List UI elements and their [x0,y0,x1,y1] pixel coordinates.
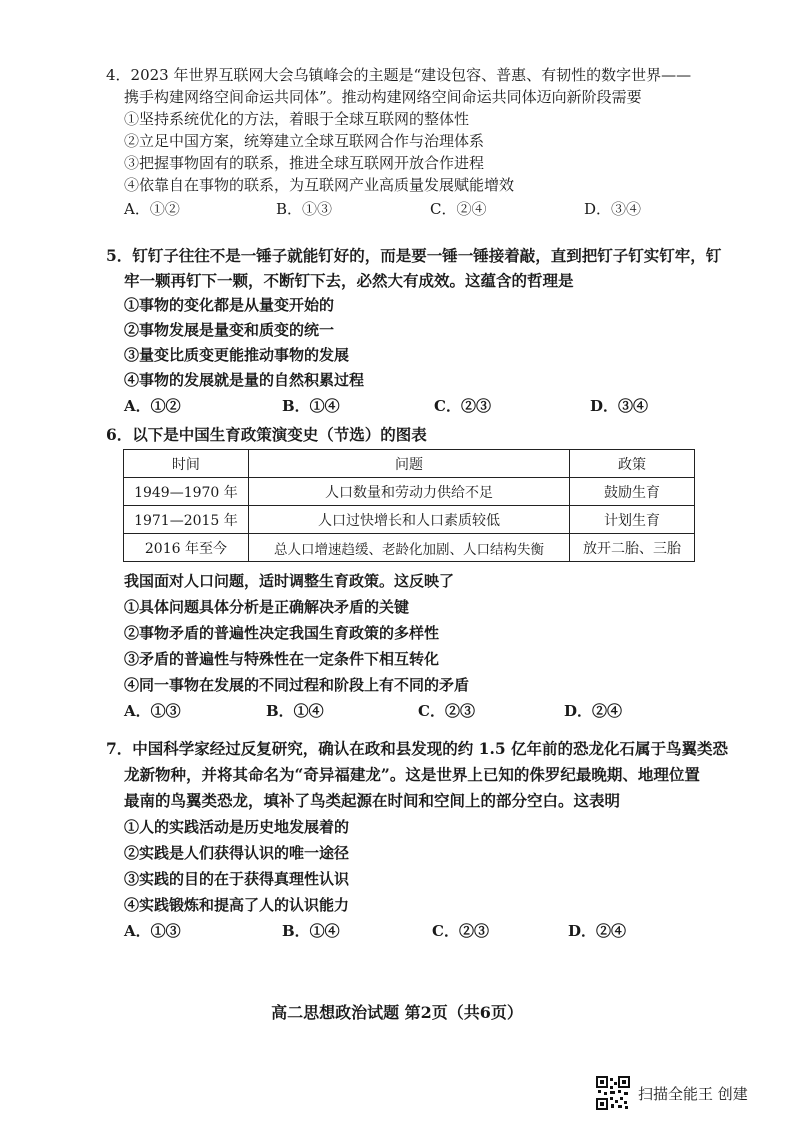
option-c: C．②③ [432,922,489,940]
option-c: C．②③ [434,397,491,415]
option-a: A．①② [124,200,180,218]
q7-choice: ③实践的目的在于获得真理性认识 [124,870,350,888]
q5-line: 牢一颗再钉下一颗，不断钉下去，必然大有成效。这蕴含的哲理是 [124,271,574,290]
table-cell: 1971—2015 年 [124,506,249,534]
table-row [124,534,695,562]
table-row [124,506,695,534]
q6-title: 6．以下是中国生育政策演变史（节选）的图表 [106,425,427,444]
question-6-body [106,568,706,722]
table-cell: 鼓励生育 [570,478,695,506]
table-row [124,478,695,506]
q7-line: 最南的鸟翼类恐龙，填补了鸟类起源在时间和空间上的部分空白。这表明 [124,791,621,810]
q6-choice: ③矛盾的普遍性与特殊性在一定条件下相互转化 [124,650,440,668]
q5-choice: ①事物的变化都是从量变开始的 [124,296,335,314]
option-c: C．②④ [430,200,487,218]
q4-line: 4．2023 年世界互联网大会乌镇峰会的主题是“建设包容、普惠、有韧性的数字世界—— [106,66,692,84]
option-a: A．①② [124,397,181,415]
option-d: D．③④ [590,397,649,415]
question-6 [106,424,706,446]
table-header: 时间 [124,450,249,478]
q7-choice: ②实践是人们获得认识的唯一途径 [124,844,350,862]
table-cell: 计划生育 [570,506,695,534]
table-cell: 1949—1970 年 [124,478,249,506]
q4-options [106,196,706,220]
question-4 [106,64,706,220]
option-d: D．③④ [584,200,642,218]
q7-choice: ④实践锻炼和提高了人的认识能力 [124,896,350,914]
q6-options [106,698,706,722]
option-c: C．②③ [418,702,475,720]
scanner-watermark [596,1076,748,1110]
q4-line: 携手构建网络空间命运共同体”。推动构建网络空间命运共同体迈向新阶段需要 [124,88,642,106]
page-footer: 高二思想政治试题 第2页（共6页） [271,1003,523,1022]
q5-choice: ③量变比质变更能推动事物的发展 [124,346,350,364]
table-header: 问题 [248,450,569,478]
scanner-label: 扫描全能王 创建 [638,1084,748,1103]
q4-choice: ④依靠自在事物的联系，为互联网产业高质量发展赋能增效 [124,176,515,194]
option-b: B．①④ [282,922,340,940]
table-header: 政策 [570,450,695,478]
q7-line: 龙新物种，并将其命名为“奇异福建龙”。这是世界上已知的侏罗纪最晚期、地理位置 [124,765,700,784]
q6-line: 我国面对人口问题，适时调整生育政策。这反映了 [124,572,455,590]
table-cell: 人口过快增长和人口素质较低 [248,506,569,534]
q4-choice: ①坚持系统优化的方法，着眼于全球互联网的整体性 [124,110,470,128]
q6-choice: ①具体问题具体分析是正确解决矛盾的关键 [124,598,410,616]
q5-options [106,393,706,417]
q7-options [106,918,706,942]
table-cell: 放开二胎、三胎 [570,534,695,562]
option-b: B．①④ [266,702,324,720]
option-b: B．①③ [276,200,333,218]
qr-code-icon [596,1076,630,1110]
q6-choice: ④同一事物在发展的不同过程和阶段上有不同的矛盾 [124,676,470,694]
option-a: A．①③ [124,922,181,940]
q5-choice: ④事物的发展就是量的自然积累过程 [124,371,365,389]
q6-choice: ②事物矛盾的普遍性决定我国生育政策的多样性 [124,624,440,642]
question-7 [106,736,729,942]
q5-choice: ②事物发展是量变和质变的统一 [124,321,335,339]
q7-choice: ①人的实践活动是历史地发展着的 [124,818,350,836]
option-d: D．②④ [564,702,623,720]
table-cell: 2016 年至今 [124,534,249,562]
q7-line: 7．中国科学家经过反复研究，确认在政和县发现的约 1.5 亿年前的恐龙化石属于鸟翼类恐 [106,739,729,758]
q5-line: 5．钉钉子往往不是一锤子就能钉好的，而是要一锤一锤接着敲，直到把钉子钉实钉牢，钉 [106,246,722,265]
table-cell: 总人口增速趋缓、老龄化加剧、人口结构失衡 [248,534,569,562]
option-d: D．②④ [568,922,627,940]
option-a: A．①③ [124,702,181,720]
q4-choice: ③把握事物固有的联系，推进全球互联网开放合作进程 [124,154,485,172]
table-header-row [124,450,695,478]
option-b: B．①④ [282,397,340,415]
question-5 [106,243,722,417]
q4-choice: ②立足中国方案，统筹建立全球互联网合作与治理体系 [124,132,485,150]
policy-table [123,449,695,562]
table-cell: 人口数量和劳动力供给不足 [248,478,569,506]
